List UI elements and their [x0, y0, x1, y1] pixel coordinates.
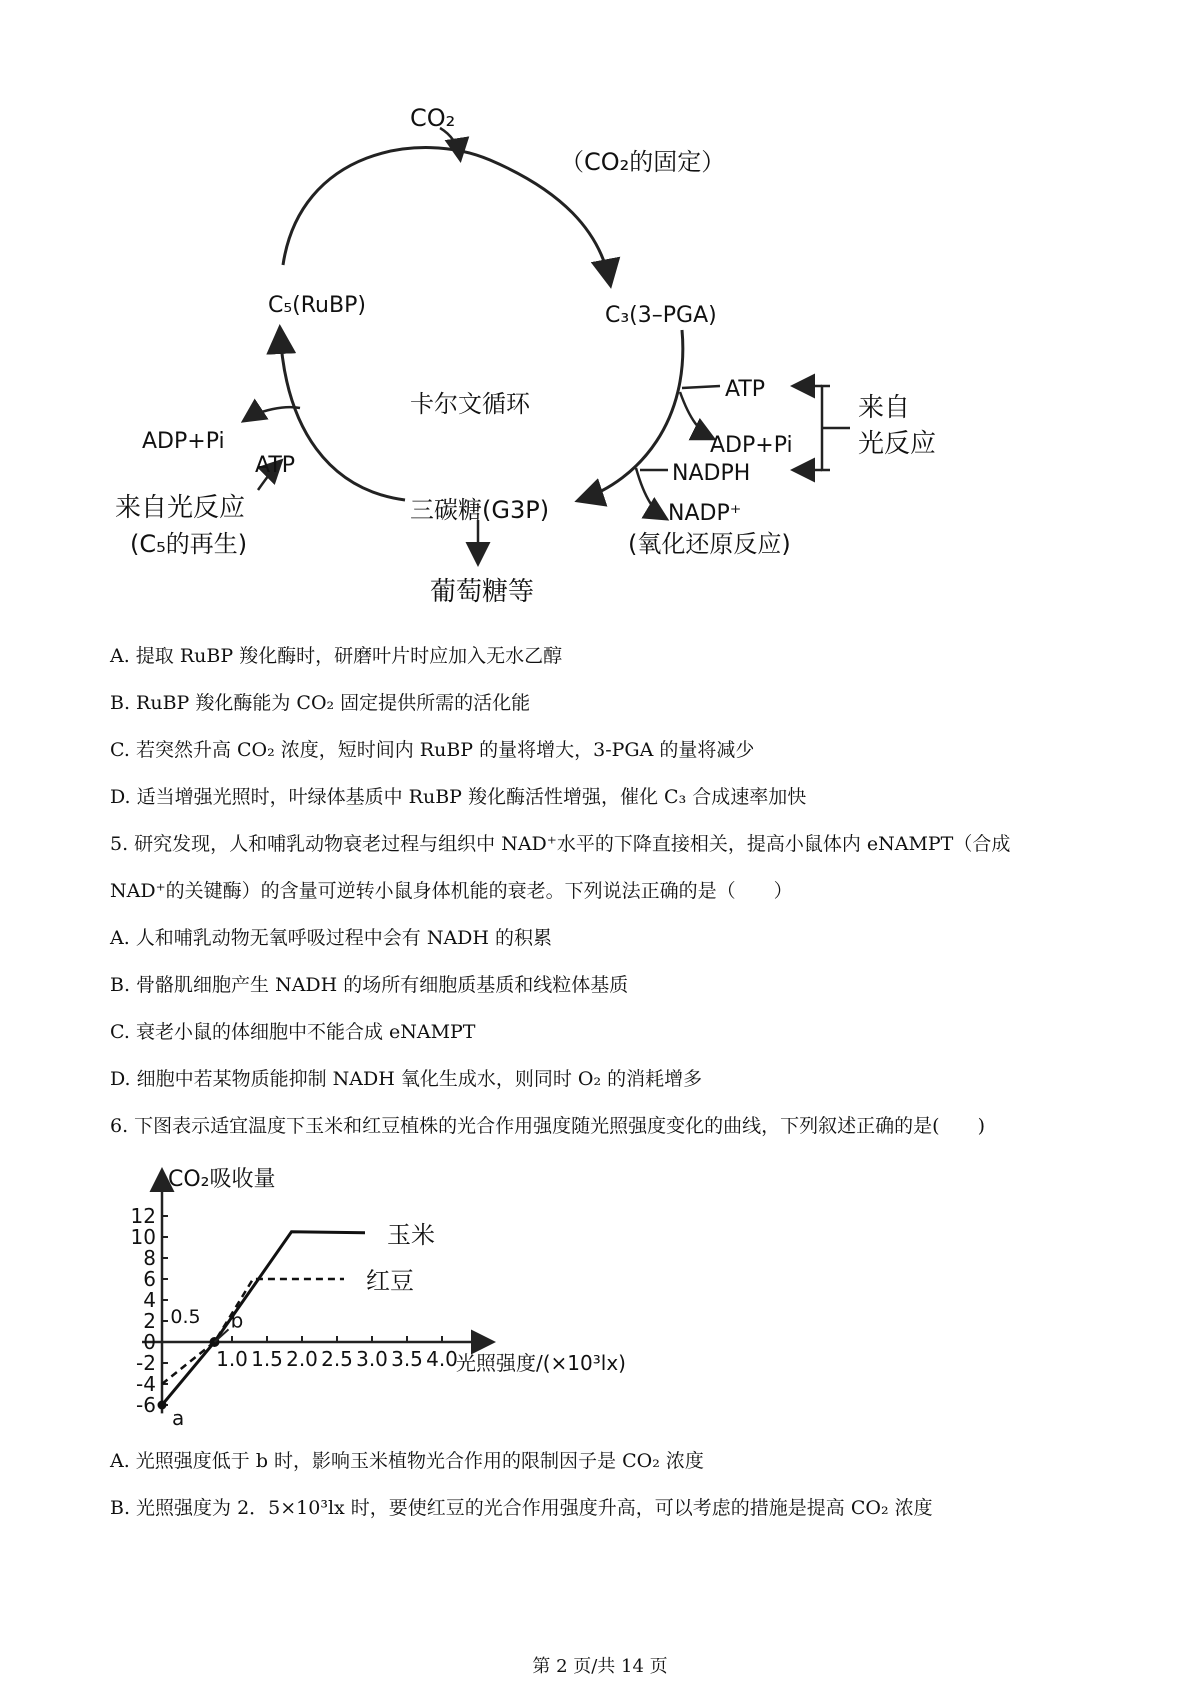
q4-option-a: A. 提取 RuBP 羧化酶时，研磨叶片时应加入无水乙醇	[110, 645, 563, 667]
y-tick-label: 12	[130, 1204, 156, 1228]
x-tick-label: 2.0	[286, 1347, 318, 1371]
q4-option-b: B. RuBP 羧化酶能为 CO₂ 固定提供所需的活化能	[110, 692, 531, 714]
q5-option-a: A. 人和哺乳动物无氧呼吸过程中会有 NADH 的积累	[110, 927, 553, 949]
c5-label: C₅(RuBP)	[268, 293, 366, 318]
adp-right-label: ADP+Pi	[710, 433, 793, 458]
series-label-redbean: 红豆	[366, 1267, 414, 1295]
co2-arrow	[440, 128, 460, 158]
y-tick-label: 2	[143, 1309, 156, 1333]
y-tick-label: -6	[136, 1393, 156, 1417]
q5-option-d: D. 细胞中若某物质能抑制 NADH 氧化生成水，则同时 O₂ 的消耗增多	[110, 1068, 703, 1090]
y-tick-label: -2	[136, 1351, 156, 1375]
light-response-chart	[110, 1160, 710, 1430]
from-light-label-1: 来自	[858, 393, 911, 423]
atp-left-label: ATP	[255, 453, 296, 478]
calvin-cycle-diagram	[0, 0, 1200, 620]
q4-option-d: D. 适当增强光照时，叶绿体基质中 RuBP 羧化酶活性增强，催化 C₃ 合成速率加快	[110, 786, 807, 808]
x-axis-label: 光照强度/(×10³lx)	[456, 1351, 626, 1375]
q5-option-b: B. 骨骼肌细胞产生 NADH 的场所有细胞质基质和线粒体基质	[110, 974, 629, 996]
co2-label: CO₂	[410, 104, 456, 132]
redox-label: (氧化还原反应)	[628, 530, 791, 558]
nadp-label: NADP⁺	[668, 501, 742, 526]
regen-label: (C₅的再生)	[130, 530, 248, 558]
q5-stem-line1: 5. 研究发现，人和哺乳动物衰老过程与组织中 NAD⁺水平的下降直接相关，提高小鼠体内 eNAMPT（合成	[110, 833, 1011, 855]
adp-left-arrow	[245, 407, 300, 420]
q5-stem-line2: NAD⁺的关键酶）的含量可逆转小鼠身体机能的衰老。下列说法正确的是（ ）	[110, 880, 793, 902]
x-tick-label: 1.5	[251, 1347, 283, 1371]
atp-in-arrow	[682, 386, 720, 388]
page-footer: 第 2 页/共 14 页	[532, 1656, 668, 1677]
cycle-arc-bottom-left	[280, 330, 405, 500]
g3p-label: 三碳糖(G3P)	[410, 496, 550, 524]
q6-stem: 6. 下图表示适宜温度下玉米和红豆植株的光合作用强度随光照强度变化的曲线，下列叙述正确的是( )	[110, 1115, 985, 1137]
q4-option-c: C. 若突然升高 CO₂ 浓度，短时间内 RuBP 的量将增大，3-PGA 的量将减少	[110, 739, 755, 761]
y-tick-label: -4	[136, 1372, 156, 1396]
y-tick-label: 4	[143, 1288, 156, 1312]
adp-out-arrow	[680, 392, 712, 438]
nadph-label: NADPH	[672, 461, 751, 486]
x-tick-label: 2.5	[321, 1347, 353, 1371]
y-axis-label: CO₂吸收量	[168, 1167, 276, 1192]
point-a-label: a	[172, 1406, 185, 1430]
atp-right-label: ATP	[725, 377, 766, 402]
glucose-label: 葡萄糖等	[430, 577, 535, 607]
x-tick-label: 3.5	[391, 1347, 423, 1371]
adp-left-label: ADP+Pi	[142, 429, 225, 454]
y-tick-label: 0	[143, 1330, 156, 1354]
point-b-label: b	[230, 1308, 244, 1333]
point-a-marker	[158, 1401, 167, 1410]
y-tick-label: 8	[143, 1246, 156, 1270]
cycle-center-label: 卡尔文循环	[410, 390, 530, 418]
x-tick-label: 4.0	[426, 1347, 458, 1371]
fixation-label: （CO₂的固定）	[560, 148, 726, 176]
q6-option-b: B. 光照强度为 2．5×10³lx 时，要使红豆的光合作用强度升高，可以考虑的措施是提高 CO₂ 浓度	[110, 1497, 933, 1519]
q5-option-c: C. 衰老小鼠的体细胞中不能合成 eNAMPT	[110, 1021, 476, 1043]
series-label-corn: 玉米	[387, 1220, 435, 1249]
q6-option-a: A. 光照强度低于 b 时，影响玉米植物光合作用的限制因子是 CO₂ 浓度	[110, 1450, 704, 1472]
x-tick-label: 3.0	[356, 1347, 388, 1371]
cycle-arc-right	[580, 330, 683, 500]
from-light-left-label: 来自光反应	[115, 493, 246, 523]
y-tick-label: 10	[130, 1225, 156, 1249]
y-tick-label: 6	[143, 1267, 156, 1291]
c3-label: C₃(3–PGA)	[605, 303, 717, 328]
nadp-out-arrow	[636, 468, 665, 518]
annotation-0-5: 0.5	[170, 1306, 201, 1329]
x-tick-label: 1.0	[216, 1347, 248, 1371]
from-light-label-2: 光反应	[858, 429, 937, 459]
